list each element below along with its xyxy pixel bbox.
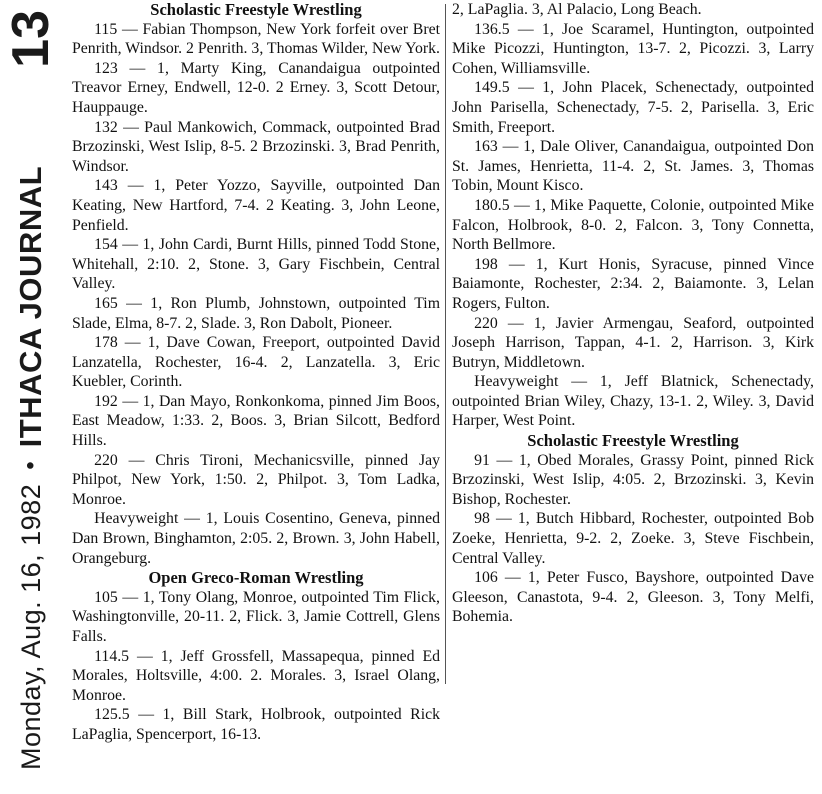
result-entry: 143 — 1, Peter Yozzo, Sayville, outpointed Dan Keating, New Hartford, 7-4. 2 Keating. 3, John Leone, Penfield. — [72, 177, 440, 234]
result-entry: 180.5 — 1, Mike Paquette, Colonie, outpointed Mike Falcon, Holbrook, 8-0. 2, Falcon. 3, Tony Connetta, North Bellmore. — [452, 196, 814, 254]
result-entry: 192 — 1, Dan Mayo, Ronkonkoma, pinned Jim Boos, East Meadow, 1:33. 2, Boos. 3, Brian Silcott, Bedford Hills. — [72, 392, 440, 450]
result-entry: 178 — 1, Dave Cowan, Freeport, outpointed David Lanzatella, Rochester, 16-4. 2, Lanzatella. 3, Eric Kuebler, Corinth. — [72, 334, 440, 391]
masthead-spine — [0, 0, 62, 794]
result-entry: 163 — 1, Dale Oliver, Canandaigua, outpointed Don St. James, Henrietta, 11-4. 2, St. James. 3, Thomas Tobin, Mount Kisco. — [452, 138, 814, 195]
result-entry: Heavyweight — 1, Louis Cosentino, Geneva, pinned Dan Brown, Binghamton, 2:05. 2, Brown. 3, John Habell, Orangeburg. — [72, 510, 440, 567]
result-entry: 220 — 1, Javier Armengau, Seaford, outpointed Joseph Harrison, Tappan, 4-1. 2, Harrison. 3, Kirk Butryn, Middletown. — [452, 314, 814, 371]
masthead-publication: ITHACA JOURNAL — [13, 165, 48, 448]
result-entry: 125.5 — 1, Bill Stark, Holbrook, outpointed Rick LaPaglia, Spencerport, 16-13. — [72, 706, 440, 743]
page-number: 13 — [2, 10, 60, 68]
result-entry: 165 — 1, Ron Plumb, Johnstown, outpointed Tim Slade, Elma, 8-7. 2, Slade. 3, Ron Dabolt, Pioneer. — [72, 294, 440, 332]
result-entry: 149.5 — 1, John Placek, Schenectady, outpointed John Parisella, Schenectady, 7-5. 2, Parisella. 3, Eric Smith, Freeport. — [452, 79, 814, 136]
result-entry: 106 — 1, Peter Fusco, Bayshore, outpointed Dave Gleeson, Canastota, 9-4. 2, Gleeson. 3, Tony Melfi, Bohemia. — [452, 569, 814, 626]
result-continuation: 2, LaPaglia. 3, Al Palacio, Long Beach. — [452, 1, 702, 18]
result-entry: 115 — Fabian Thompson, New York forfeit over Bret Penrith, Windsor. 2 Penrith. 3, Thomas Wilder, New York. — [72, 20, 441, 58]
result-entry: 98 — 1, Butch Hibbard, Rochester, outpointed Bob Zoeke, Henrietta, 9-2. 2, Zoeke. 3, Steve Fischbein, Central Valley. — [452, 510, 814, 567]
result-entry: 132 — Paul Mankowich, Commack, outpointed Brad Brzozinski, West Islip, 8-5. 2 Brzozinski. 3, Brad Penrith, Windsor. — [72, 118, 440, 175]
left-column — [72, 0, 440, 745]
section-title-scholastic-freestyle: Scholastic Freestyle Wrestling — [527, 431, 739, 451]
result-entry: 123 — 1, Marty King, Canandaigua outpointed Treavor Erney, Endwell, 12-0. 2 Erney. 3, Scott Detour, Hauppauge. — [72, 59, 440, 116]
result-entry: 114.5 — 1, Jeff Grossfell, Massapequa, pinned Ed Morales, Holtsville, 4:00. 2. Morales. 3, Israel Olang, Monroe. — [72, 647, 440, 704]
masthead-bullet: • — [17, 461, 44, 470]
result-entry: 105 — 1, Tony Olang, Monroe, outpointed Tim Flick, Washingtonville, 20-11. 2, Flick. 3, Jamie Cottrell, Glens Falls. — [72, 588, 440, 645]
column-rule — [445, 4, 446, 684]
result-entry: Heavyweight — 1, Jeff Blatnick, Schenectady, outpointed Brian Wiley, Chazy, 13-1. 2, Wiley. 3, David Harper, West Point. — [452, 373, 814, 430]
result-entry: 198 — 1, Kurt Honis, Syracuse, pinned Vince Baiamonte, Rochester, 2:34. 2, Baiamonte. 3, Lelan Rogers, Fulton. — [452, 255, 814, 312]
result-entry: 136.5 — 1, Joe Scaramel, Huntington, outpointed Mike Picozzi, Huntington, 13-7. 2, Picozzi. 3, Larry Cohen, Williamsville. — [452, 20, 814, 77]
masthead-date: Monday, Aug. 16, 1982 — [15, 483, 46, 770]
right-column — [452, 0, 814, 627]
result-entry: 154 — 1, John Cardi, Burnt Hills, pinned Todd Stone, Whitehall, 2:10. 2, Stone. 3, Gary Fischbein, Central Valley. — [72, 236, 440, 293]
result-entry: 220 — Chris Tironi, Mechanicsville, pinned Jay Philpot, New York, 1:50. 2, Philpot. 3, Tom Ladka, Monroe. — [72, 451, 440, 508]
result-entry: 91 — 1, Obed Morales, Grassy Point, pinned Rick Brzozinski, West Islip, 4:05. 2, Brzozinski. 3, Kevin Bishop, Rochester. — [452, 451, 814, 508]
masthead-strip — [0, 0, 62, 794]
section-title-open-greco-roman: Open Greco-Roman Wrestling — [148, 568, 364, 588]
section-title-scholastic-freestyle: Scholastic Freestyle Wrestling — [150, 0, 362, 19]
